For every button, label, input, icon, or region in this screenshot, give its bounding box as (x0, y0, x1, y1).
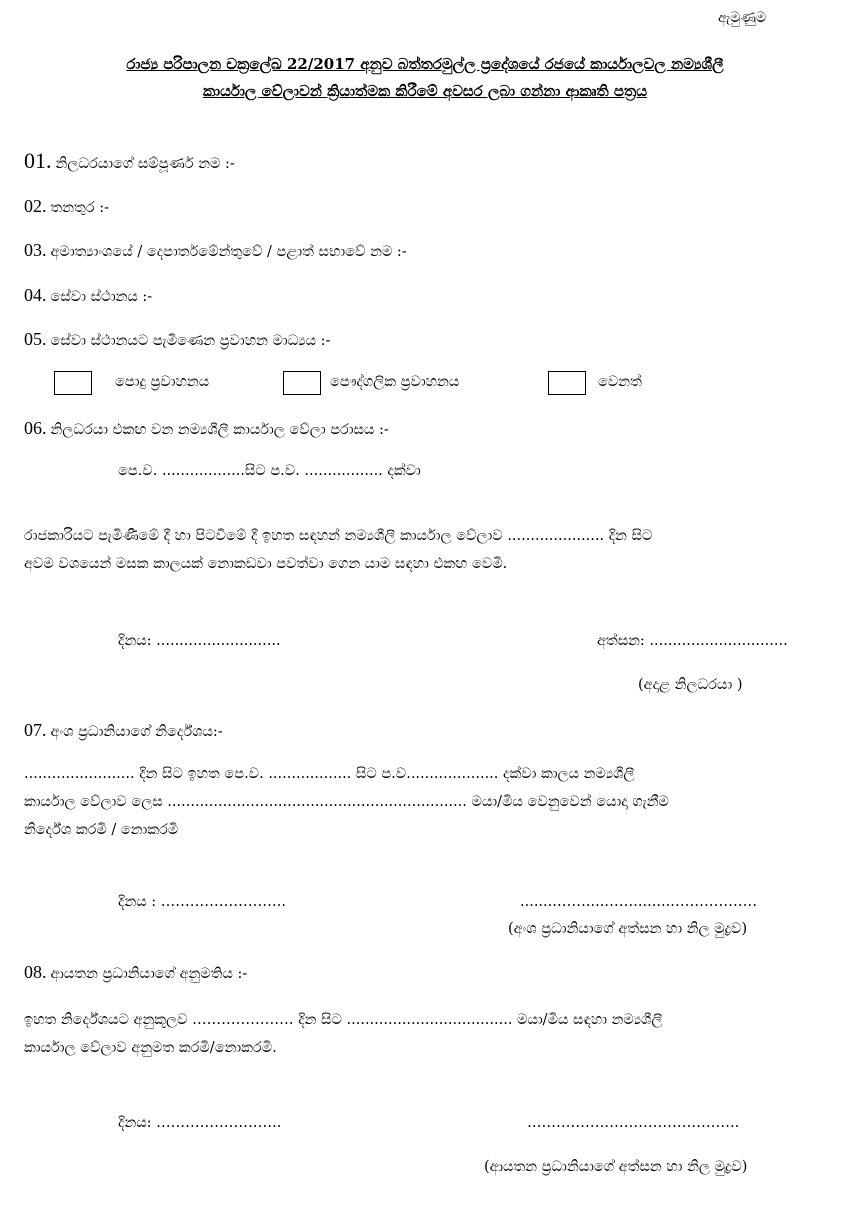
field-04-label: සේවා ස්ථානය :- (50, 289, 153, 305)
field-07-label: අංශ ප්‍රධානියාගේ නිර්දේශය:- (50, 724, 223, 740)
time-range-line: පෙ.ව. ..................සිට ප.ව. ................. දක්වා (118, 463, 421, 479)
field-08-label: ආයතන ප්‍රධානියාගේ අනුමතිය :- (50, 966, 248, 982)
annex-label: ඇමුණුම (718, 10, 767, 26)
field-05 (24, 329, 330, 350)
institution-head-signature: …………………………………….. (527, 1115, 740, 1131)
recommendation-line2: කාර්යාල වේලාව ලෙස ................................................................. මයා/මිය වෙනුවෙන් යොදා ගැනීම (24, 794, 669, 810)
other-transport-checkbox[interactable] (548, 371, 586, 395)
approval-line2: කාර්යාල වේලාව අනුමත කරමි/නොකරමි. (24, 1040, 277, 1056)
field-08 (24, 962, 247, 983)
officer-signature: අත්සන: .............................. (597, 633, 788, 649)
field-01 (24, 148, 235, 174)
officer-signature-caption: (අදාළ නිලධරයා ) (638, 677, 743, 693)
field-03-label: අමාත්‍යාංශයේ / දෙපාර්තමේන්තුවේ / පළාත් සභාවේ නම :- (50, 244, 407, 260)
field-03-number: 03. (24, 240, 47, 260)
field-07 (24, 720, 223, 741)
public-transport-label: පොදු ප්‍රවාහනය (115, 374, 210, 390)
section-head-date: දිනය : …………………….. (118, 894, 286, 910)
other-transport-label: වෙනත් (598, 374, 642, 390)
section-head-signature-caption: (අංශ ප්‍රධානියාගේ අත්සන හා නිල මුද්‍රව) (508, 921, 748, 937)
private-transport-checkbox[interactable] (283, 371, 321, 395)
institution-head-signature-caption: (ආයතන ප්‍රධානියාගේ අත්සන හා නිල මුද්‍රව) (484, 1159, 748, 1175)
field-01-label: නිලධරයාගේ සම්පූර්ණ නම :- (55, 156, 235, 172)
field-08-number: 08. (24, 962, 47, 982)
form-title-line2: කාර්යාල වේලාවන් ක්‍රියාත්මක කිරීමේ අවසර ලබා ගන්නා ආකෘති පත්‍රය (203, 82, 647, 100)
field-01-number: 01. (24, 148, 52, 173)
field-06 (24, 418, 389, 439)
field-04-number: 04. (24, 285, 47, 305)
field-02 (24, 196, 109, 217)
public-transport-checkbox[interactable] (54, 371, 92, 395)
section-head-signature: ........……....……........……………… (520, 894, 758, 910)
field-06-number: 06. (24, 418, 47, 438)
recommendation-line3: නිර්දේශ කරමි / නොකරමි (24, 822, 179, 838)
institution-head-date: දිනය: …………………….. (118, 1115, 282, 1131)
form-title-line1: රාජ්‍ය පරිපාලන චක්‍රලේඛ 22/2017 අනුව බත්තරමුල්ල ප්‍රදේශයේ රජයේ කාර්යාලවල නම්‍යශීලී (126, 55, 724, 73)
agreement-line1: රාජකාරියට පැමිණීමේ දී හා පිටවීමේ දී ඉහත සඳහන් නම්‍යශීලී කාර්යාල වේලාව ..................... දින සිට (24, 528, 653, 544)
field-06-label: නිලධරයා එකඟ වන නම්‍යශීලී කාර්යාල වේලා පරාසය :- (50, 422, 389, 438)
agreement-line2: අවම වශයෙන් මසක කාලයක් නොකඩවා පවත්වා ගෙන යාම සඳහා එකඟ වෙමි. (24, 556, 508, 572)
recommendation-line1: ........................ දින සිට ඉහත පෙ.ව. .................. සිට ප.ව.................... දක්වා කාලය නම්‍යශීලී (24, 766, 635, 782)
field-02-label: තනතුර :- (50, 200, 109, 216)
field-04 (24, 285, 152, 306)
officer-date: දිනය: ........................... (118, 633, 281, 649)
field-03 (24, 240, 407, 261)
approval-line1: ඉහත නිර්දේශයට අනුකූලව ………………… දින සිට .................................... මයා/මිය සඳහා නම්‍යශීලී (24, 1012, 663, 1028)
private-transport-label: පෞද්ගලික ප්‍රවාහනය (330, 374, 460, 390)
field-05-number: 05. (24, 329, 47, 349)
field-05-label: සේවා ස්ථානයට පැමිණෙන ප්‍රවාහන මාධ්‍යය :- (50, 333, 331, 349)
field-02-number: 02. (24, 196, 47, 216)
field-07-number: 07. (24, 720, 47, 740)
